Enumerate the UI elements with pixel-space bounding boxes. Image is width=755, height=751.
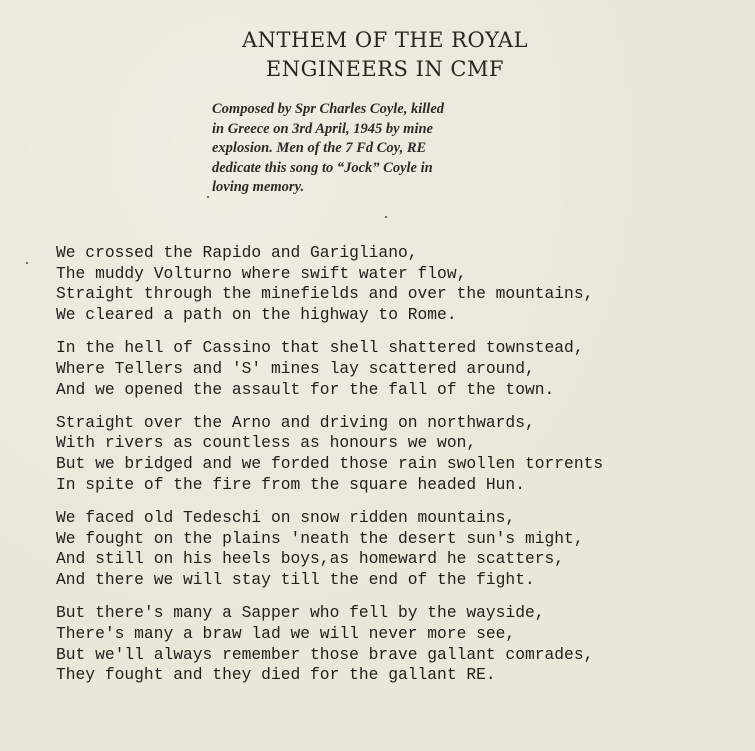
paper-speck: [26, 262, 28, 264]
title-line-1: ANTHEM OF THE ROYAL: [241, 28, 529, 52]
dedication-line: Composed by Spr Charles Coyle, killed: [212, 101, 444, 117]
poem-line: But we bridged and we forded those rain swollen torrents: [56, 454, 604, 474]
stanza-2: [56, 338, 746, 400]
poem-line: The muddy Volturno where swift water flow,: [56, 263, 467, 283]
stanza-3: [56, 413, 746, 496]
dedication-note: [212, 100, 562, 198]
dedication-line: dedicate this song to “Jock” Coyle in: [212, 159, 433, 176]
poem-line: Straight over the Arno and driving on northwards,: [56, 412, 535, 432]
poem-line: With rivers as countless as honours we won,: [56, 433, 477, 453]
poem-line: We crossed the Rapido and Garigliano,: [56, 243, 418, 262]
dedication-line: in Greece on 3rd April, 1945 by mine: [212, 120, 433, 137]
poem-line: Straight through the minefields and over the mountains,: [56, 284, 594, 304]
poem-line: There's many a braw lad we will never more see,: [56, 623, 516, 643]
poem-line: But there's many a Sapper who fell by the wayside,: [56, 603, 545, 623]
poem-line: And there we will stay till the end of the fight.: [56, 570, 535, 590]
poem-line: We faced old Tedeschi on snow ridden mountains,: [56, 507, 516, 527]
poem-line: In spite of the fire from the square headed Hun.: [56, 474, 525, 494]
stanza-1: [56, 243, 746, 326]
poem-line: We fought on the plains 'neath the desert sun's might,: [56, 528, 584, 548]
dedication-line: explosion. Men of the 7 Fd Coy, RE: [212, 140, 427, 156]
dedication-line: loving memory.: [212, 179, 305, 195]
poem-line: In the hell of Cassino that shell shattered townstead,: [56, 338, 584, 358]
stanza-5: [56, 603, 746, 686]
poem-line: And still on his heels boys,as homeward he scatters,: [56, 549, 565, 569]
poem-line: But we'll always remember those brave gallant comrades,: [56, 644, 594, 664]
page-title: [180, 26, 590, 84]
poem-line: We cleared a path on the highway to Rome.: [56, 305, 457, 325]
stanza-4: [56, 508, 746, 591]
paper-speck: [207, 196, 209, 198]
paper-speck: [385, 216, 387, 218]
poem-body: [56, 243, 746, 698]
title-line-2: ENGINEERS IN CMF: [265, 57, 505, 81]
poem-line: They fought and they died for the gallant RE.: [56, 665, 496, 685]
poem-line: Where Tellers and 'S' mines lay scattered around,: [56, 358, 535, 378]
poem-line: And we opened the assault for the fall of the town.: [56, 379, 555, 399]
